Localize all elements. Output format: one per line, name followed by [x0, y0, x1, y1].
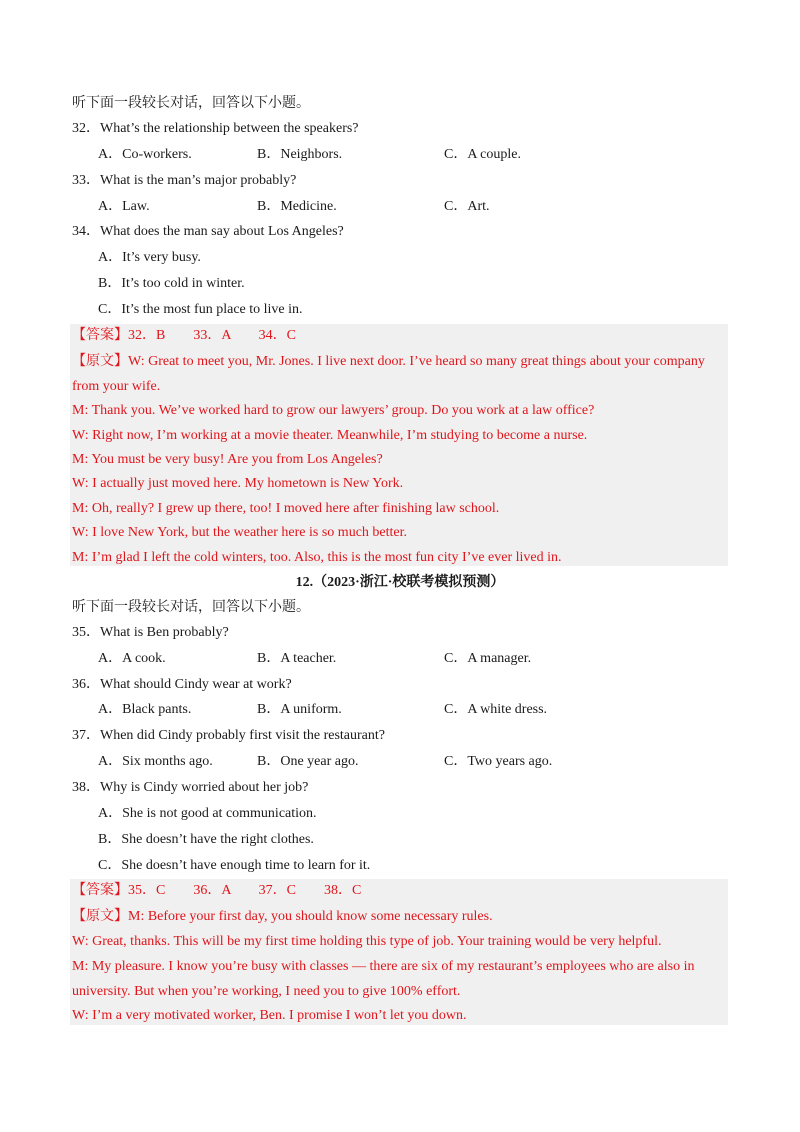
answer-label: 【答案】 [72, 883, 128, 898]
script-line: W: Great, thanks. This will be my first time holding this type of job. Your training would be very helpful. [72, 934, 662, 949]
option-38-b: B．She doesn’t have the right clothes. [98, 832, 314, 847]
script-line: W: I love New York, but the weather here is so much better. [72, 525, 408, 540]
question-32: 32．What’s the relationship between the speakers? [72, 121, 359, 136]
option-32-c: C．A couple. [444, 147, 521, 162]
script-line: M: Thank you. We’ve worked hard to grow our lawyers’ group. Do you work at a law office? [72, 403, 595, 418]
option-38-c: C．She doesn’t have enough time to learn for it. [98, 858, 371, 873]
script-line: 【原文】M: Before your first day, you should know some necessary rules. [72, 909, 493, 924]
script-line: 【原文】W: Great to meet you, Mr. Jones. I live next door. I’ve heard so many great things about your company [72, 354, 705, 369]
script-line: M: You must be very busy! Are you from Los Angeles? [72, 452, 383, 467]
script-line: M: I’m glad I left the cold winters, too. Also, this is the most fun city I’ve ever lived in. [72, 550, 562, 565]
answer-line-1 [72, 326, 296, 346]
instruction-1: 听下面一段较长对话，回答以下小题。 [72, 96, 310, 111]
option-35-a: A．A cook. [98, 651, 166, 666]
instruction-2: 听下面一段较长对话，回答以下小题。 [72, 600, 310, 615]
option-32-a: A．Co-workers. [98, 147, 192, 162]
script-line: W: I’m a very motivated worker, Ben. I promise I won’t let you down. [72, 1008, 467, 1023]
question-34: 34．What does the man say about Los Angeles? [72, 224, 344, 239]
option-36-c: C．A white dress. [444, 702, 548, 717]
option-37-a: A．Six months ago. [98, 754, 213, 769]
option-34-b: B．It’s too cold in winter. [98, 276, 245, 291]
script-line: M: My pleasure. I know you’re busy with classes — there are six of my restaurant’s employees who are also in [72, 959, 695, 974]
option-33-a: A．Law. [98, 199, 150, 214]
script-line: W: I actually just moved here. My hometown is New York. [72, 476, 404, 491]
option-38-a: A．She is not good at communication. [98, 806, 317, 821]
question-37: 37．When did Cindy probably first visit the restaurant? [72, 728, 385, 743]
question-33: 33．What is the man’s major probably? [72, 173, 297, 188]
option-36-a: A．Black pants. [98, 702, 192, 717]
answer-values: 35．C 36．A 37．C 38．C [128, 883, 362, 898]
option-37-c: C．Two years ago. [444, 754, 553, 769]
answer-label: 【答案】 [72, 328, 128, 343]
question-38: 38．Why is Cindy worried about her job? [72, 780, 309, 795]
script-label: 【原文】 [72, 354, 128, 369]
option-34-a: A．It’s very busy. [98, 250, 201, 265]
option-35-c: C．A manager. [444, 651, 532, 666]
question-35: 35．What is Ben probably? [72, 625, 229, 640]
script-line: W: Right now, I’m working at a movie theater. Meanwhile, I’m studying to become a nurse. [72, 428, 588, 443]
option-36-b: B．A uniform. [257, 702, 342, 717]
option-34-c: C．It’s the most fun place to live in. [98, 302, 303, 317]
script-line: from your wife. [72, 379, 161, 394]
script-line: university. But when you’re working, I need you to give 100% effort. [72, 984, 461, 999]
option-32-b: B．Neighbors. [257, 147, 343, 162]
option-33-b: B．Medicine. [257, 199, 337, 214]
script-line: M: Oh, really? I grew up there, too! I moved here after finishing law school. [72, 501, 500, 516]
question-36: 36．What should Cindy wear at work? [72, 677, 292, 692]
answer-line-2 [72, 881, 361, 901]
option-35-b: B．A teacher. [257, 651, 337, 666]
script-label: 【原文】 [72, 909, 128, 924]
option-33-c: C．Art. [444, 199, 490, 214]
answer-values: 32．B 33．A 34．C [128, 328, 297, 343]
option-37-b: B．One year ago. [257, 754, 359, 769]
section-title: 12.（2023·浙江·校联考模拟预测） [295, 575, 505, 590]
